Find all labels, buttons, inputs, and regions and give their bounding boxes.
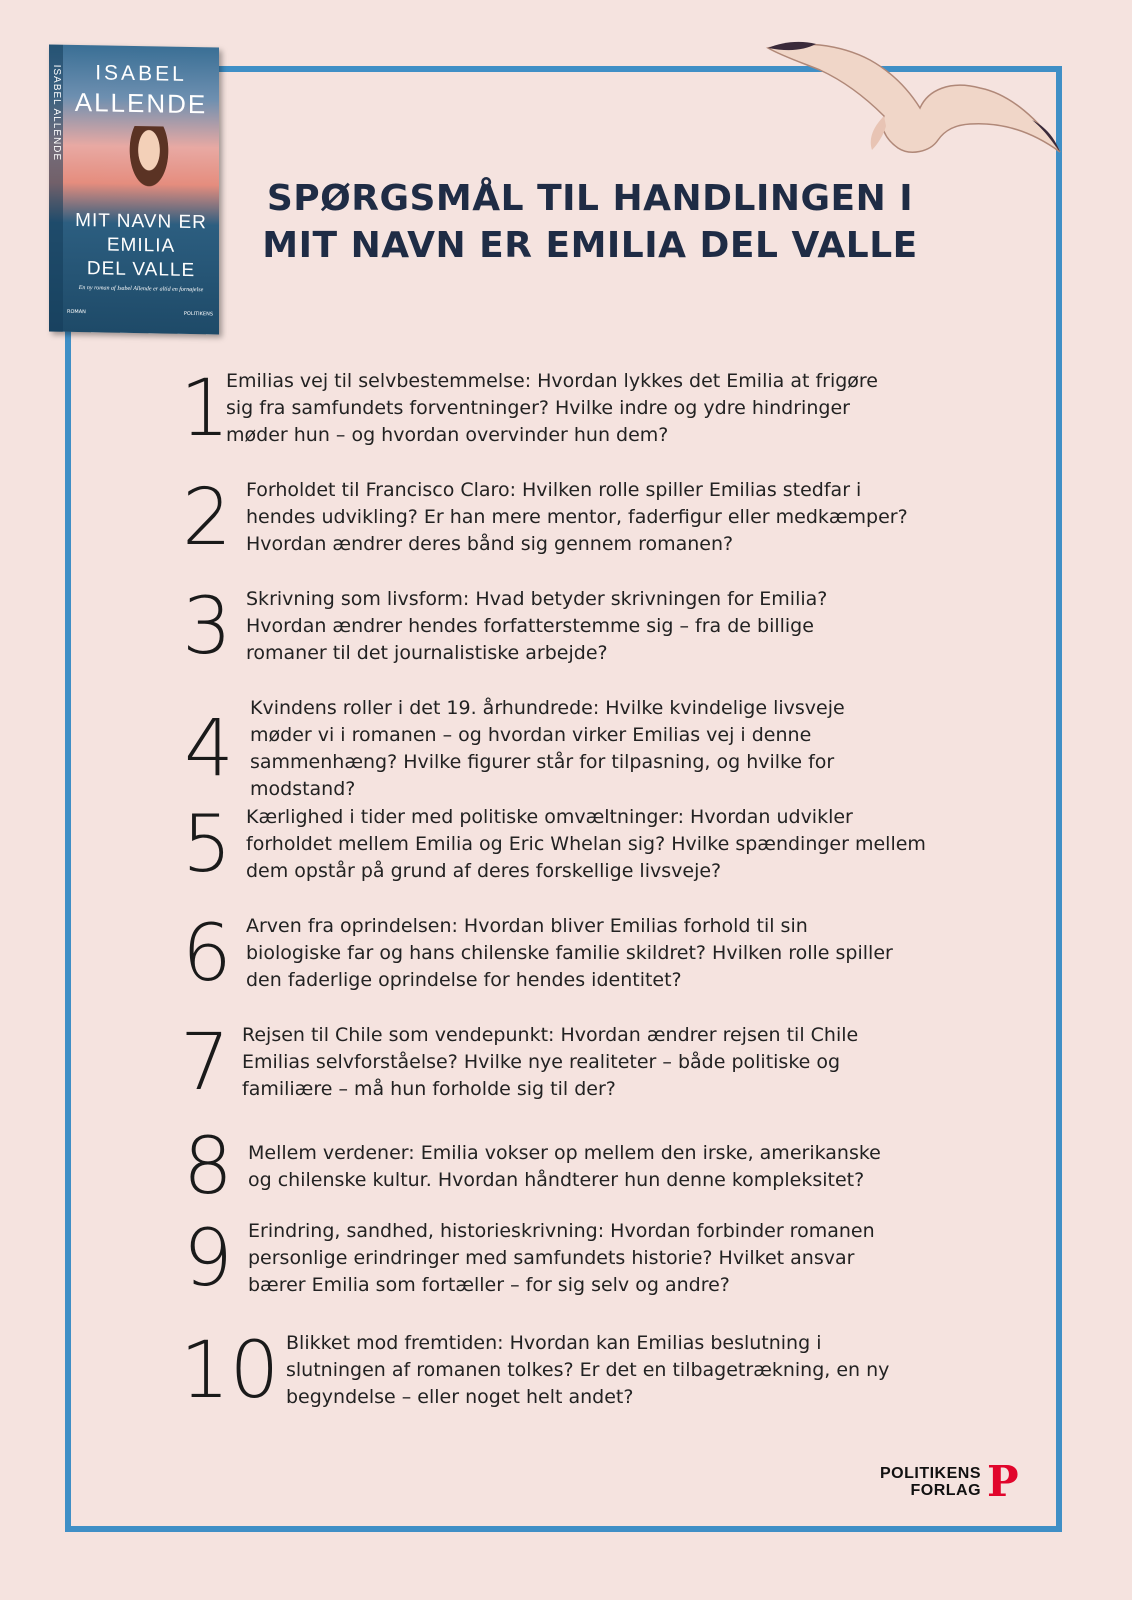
question-item xyxy=(180,1325,926,1416)
question-text: Emilias vej til selvbestemmelse: Hvordan lykkes det Emilia at frigøre sig fra samfundets forventninger? Hvilke indre og ydre hindringer møder hun – og hvordan overvinder hun dem? xyxy=(226,370,878,446)
book-publisher-left: ROMAN xyxy=(67,308,86,316)
book-spine xyxy=(49,45,63,332)
publisher-logo-mark: P xyxy=(987,1457,1019,1506)
question-number: 5 xyxy=(182,799,232,890)
publisher-logo xyxy=(880,1457,1019,1506)
question-text: Kvindens roller i det 19. århundrede: Hvilke kvindelige livsveje møder vi i romanen – og hvordan virker Emilias vej i denne sammenhæng? Hvilke figurer står for tilpasning, og hvilke for modstand? xyxy=(250,697,845,800)
book-title-line3: DEL VALLE xyxy=(86,258,196,282)
question-item xyxy=(180,581,886,672)
book-author-first: ISABEL xyxy=(95,61,187,86)
book-spine-text: ISABEL ALLENDE xyxy=(51,64,62,162)
question-item xyxy=(180,1213,908,1304)
page-title-line1: SPØRGSMÅL TIL HANDLINGEN I xyxy=(266,178,914,219)
question-number: 8 xyxy=(183,1122,233,1212)
question-text: Mellem verdener: Emilia vokser op mellem den irske, amerikanske og chilenske kultur. Hvordan håndterer hun denne kompleksitet? xyxy=(248,1142,881,1191)
question-number: 1 xyxy=(180,363,230,454)
publisher-logo-line2: FORLAG xyxy=(910,1482,982,1499)
question-item xyxy=(180,799,926,890)
book-cover-title xyxy=(63,209,219,284)
publisher-logo-text xyxy=(880,1465,981,1499)
book-author-last: ALLENDE xyxy=(74,86,208,120)
question-text: Blikket mod fremtiden: Hvordan kan Emilias beslutning i slutningen af romanen tolkes? Er det en tilbagetrækning, en ny begyndelse – eller noget helt andet? xyxy=(286,1332,890,1408)
question-number: 6 xyxy=(182,908,232,999)
book-publisher-right: POLITIKENS xyxy=(183,310,213,318)
book-title-line2: EMILIA xyxy=(106,234,176,257)
question-text: Erindring, sandhed, historieskrivning: Hvordan forbinder romanen personlige erindringer med samfundets historie? Hvilket ansvar bærer Emilia som fortæller – for sig selv og andre? xyxy=(248,1220,875,1296)
question-text: Rejsen til Chile som vendepunkt: Hvordan ændrer rejsen til Chile Emilias selvforståelse? Hvilke nye realiteter – både politiske og familiære – må hun forholde sig til der? xyxy=(242,1024,859,1100)
book-publisher xyxy=(67,309,213,318)
question-text: Arven fra oprindelsen: Hvordan bliver Emilias forhold til sin biologiske far og hans chilenske familie skildret? Hvilken rolle spiller den faderlige oprindelse for hendes identitet? xyxy=(246,915,893,991)
book-tagline: En ny roman af Isabel Allende er altid en fornøjelse xyxy=(78,285,204,294)
question-item xyxy=(180,472,916,563)
question-item xyxy=(180,1017,922,1108)
page-title xyxy=(200,175,980,269)
seagull-illustration xyxy=(760,30,1070,170)
question-item xyxy=(180,908,896,999)
question-number: 2 xyxy=(182,472,232,563)
book-cover-illustration xyxy=(119,126,179,207)
question-number: 9 xyxy=(183,1213,233,1304)
question-text: Forholdet til Francisco Claro: Hvilken rolle spiller Emilias stedfar i hendes udvikling? Er han mere mentor, faderfigur eller medkæmper? Hvordan ændrer deres bånd sig gennem romanen? xyxy=(246,479,908,555)
publisher-logo-line1: POLITIKENS xyxy=(880,1465,982,1482)
question-item xyxy=(180,695,900,803)
question-number: 7 xyxy=(180,1017,230,1108)
page-title-line2: MIT NAVN ER EMILIA DEL VALLE xyxy=(262,225,918,266)
question-text: Kærlighed i tider med politiske omvæltninger: Hvordan udvikler forholdet mellem Emilia og Eric Whelan sig? Hvilke spændinger mellem dem opstår på grund af deres forskellige livsveje? xyxy=(246,806,926,882)
question-item xyxy=(180,363,896,454)
book-cover xyxy=(49,45,219,335)
question-text: Skrivning som livsform: Hvad betyder skrivningen for Emilia? Hvordan ændrer hendes forfatterstemme sig – fra de billige romaner til det journalistiske arbejde? xyxy=(246,588,828,664)
question-number: 3 xyxy=(182,581,232,672)
question-number: 10 xyxy=(180,1325,280,1416)
book-title-line1: MIT NAVN ER xyxy=(75,209,207,234)
question-number: 4 xyxy=(184,704,234,794)
question-item xyxy=(180,1122,888,1212)
